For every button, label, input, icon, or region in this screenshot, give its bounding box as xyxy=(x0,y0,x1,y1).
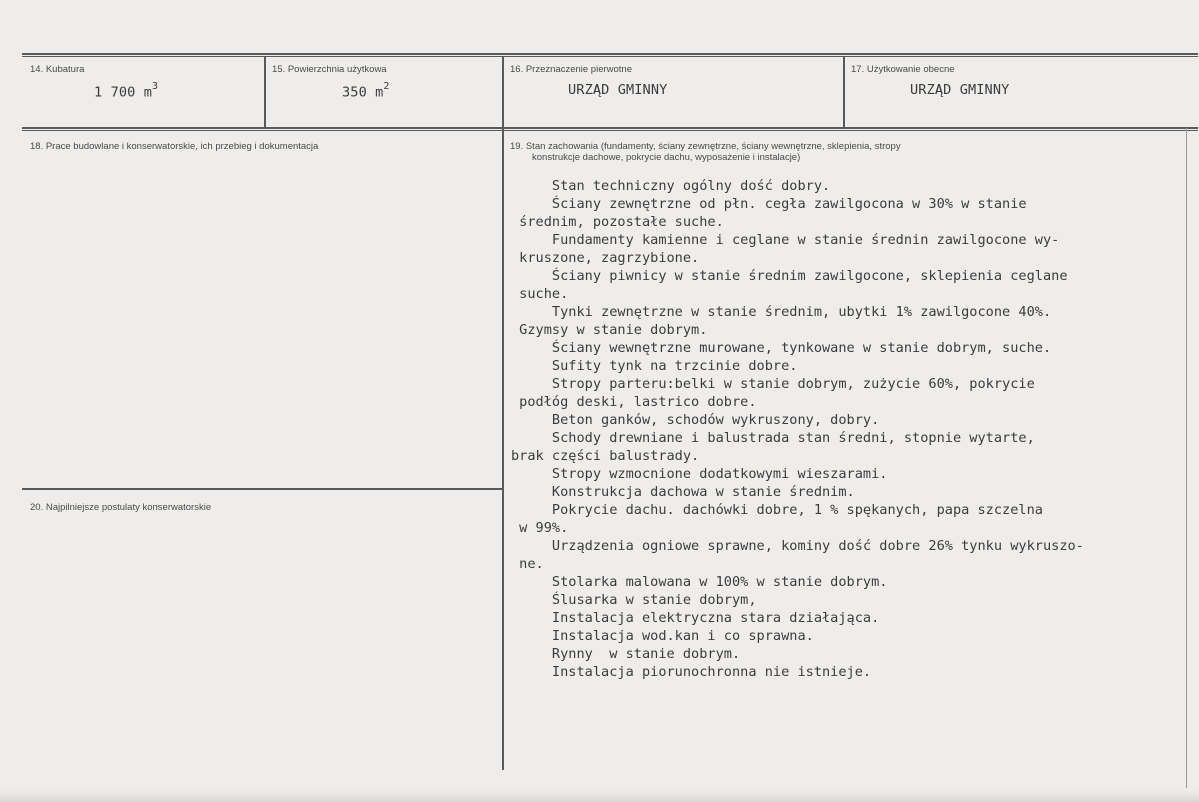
kubatura-unit-exponent: 3 xyxy=(152,81,159,92)
condition-line: Konstrukcja dachowa w stanie średnim. xyxy=(511,484,855,500)
powierzchnia-number: 350 m xyxy=(342,84,384,101)
top-double-rule-second xyxy=(22,56,1198,57)
przeznaczenie-value: URZĄD GMINNY xyxy=(568,82,668,98)
row-divider-second xyxy=(22,130,1198,131)
condition-description xyxy=(511,177,1084,681)
condition-line: Instalacja wod.kan i co sprawna. xyxy=(511,628,814,644)
stan-label-line1: 19. Stan zachowania (fundamenty, ściany zewnętrzne, ściany wewnętrzne, sklepienia, stropy xyxy=(510,141,901,152)
prace-label: 18. Prace budowlane i konserwatorskie, ich przebieg i dokumentacja xyxy=(30,141,319,152)
condition-line: Urządzenia ogniowe sprawne, kominy dość dobre 26% tynku wykruszo- xyxy=(511,538,1084,554)
condition-line: Rynny w stanie dobrym. xyxy=(511,646,741,662)
condition-line: Stolarka malowana w 100% w stanie dobrym. xyxy=(511,574,888,590)
card-bottom-edge xyxy=(0,790,1199,802)
uzytkowanie-label: 17. Użytkowanie obecne xyxy=(851,64,955,75)
col-divider-1 xyxy=(264,56,266,128)
condition-line: podłóg deski, lastrico dobre. xyxy=(511,394,757,410)
condition-line: suche. xyxy=(511,286,569,302)
top-double-rule xyxy=(22,53,1198,55)
col-divider-2 xyxy=(502,56,504,770)
condition-line: Stropy wzmocnione dodatkowymi wieszarami. xyxy=(511,466,888,482)
condition-line: ne. xyxy=(511,556,544,572)
condition-line: Stropy parteru:belki w stanie dobrym, zużycie 60%, pokrycie xyxy=(511,376,1035,392)
condition-line: Ślusarka w stanie dobrym, xyxy=(511,592,757,608)
condition-line: średnim, pozostałe suche. xyxy=(511,214,724,230)
condition-line: Sufity tynk na trzcinie dobre. xyxy=(511,358,798,374)
condition-line: Stan techniczny ogólny dość dobry. xyxy=(511,178,831,194)
przeznaczenie-label: 16. Przeznaczenie pierwotne xyxy=(510,64,632,75)
powierzchnia-value xyxy=(342,83,390,101)
condition-line: Ściany piwnicy w stanie średnim zawilgocone, sklepienia ceglane xyxy=(511,268,1068,284)
condition-line: Ściany wewnętrzne murowane, tynkowane w stanie dobrym, suche. xyxy=(511,340,1052,356)
condition-line: kruszone, zagrzybione. xyxy=(511,250,700,266)
stan-label-line2: konstrukcje dachowe, pokrycie dachu, wyposażenie i instalacje) xyxy=(532,152,801,163)
powierzchnia-unit-exponent: 2 xyxy=(383,81,390,92)
condition-line: brak części balustrady. xyxy=(511,448,700,464)
condition-line: Ściany zewnętrzne od płn. cegła zawilgocona w 30% w stanie xyxy=(511,196,1027,212)
left-section-divider xyxy=(22,488,503,490)
kubatura-label: 14. Kubatura xyxy=(30,64,85,75)
kubatura-value xyxy=(94,83,158,101)
condition-line: w 99%. xyxy=(511,520,569,536)
right-edge-line xyxy=(1186,128,1187,788)
condition-line: Pokrycie dachu. dachówki dobre, 1 % spękanych, papa szczelna xyxy=(511,502,1043,518)
kubatura-number: 1 700 m xyxy=(94,84,152,101)
condition-line: Instalacja piorunochronna nie istnieje. xyxy=(511,664,872,680)
row-divider xyxy=(22,127,1198,129)
col-divider-3 xyxy=(843,56,845,128)
condition-line: Schody drewniane i balustrada stan średni, stopnie wytarte, xyxy=(511,430,1035,446)
condition-line: Tynki zewnętrzne w stanie średnim, ubytki 1% zawilgocone 40%. xyxy=(511,304,1052,320)
condition-line: Instalacja elektryczna stara działająca. xyxy=(511,610,880,626)
powierzchnia-label: 15. Powierzchnia użytkowa xyxy=(272,64,387,75)
condition-line: Fundamenty kamienne i ceglane w stanie średnin zawilgocone wy- xyxy=(511,232,1060,248)
condition-line: Beton ganków, schodów wykruszony, dobry. xyxy=(511,412,880,428)
postulaty-label: 20. Najpilniejsze postulaty konserwatorskie xyxy=(30,502,212,513)
condition-line: Gzymsy w stanie dobrym. xyxy=(511,322,708,338)
uzytkowanie-value: URZĄD GMINNY xyxy=(910,82,1010,98)
